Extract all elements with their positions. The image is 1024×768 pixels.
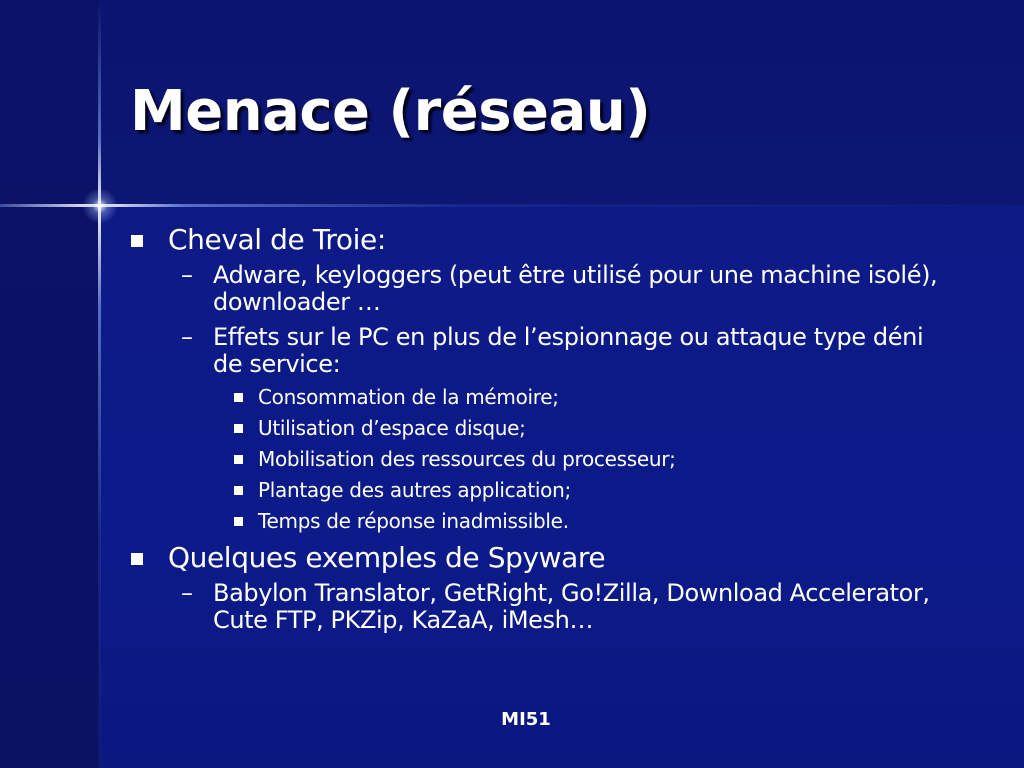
bullet-cheval-de-troie [128, 222, 948, 258]
sub-bullet-effets [128, 324, 948, 378]
list-item [128, 384, 948, 410]
bullet-label: Quelques exemples de Spyware [168, 541, 606, 574]
list-item-text: Temps de réponse inadmissible. [258, 509, 569, 533]
square-bullet-icon [234, 393, 243, 402]
square-bullet-icon [234, 455, 243, 464]
list-item-text: Mobilisation des ressources du processeur; [258, 447, 676, 471]
background-left-panel [0, 0, 100, 768]
sub-bullet-adware [128, 262, 948, 316]
dash-bullet-icon: – [181, 261, 193, 289]
slide-footer: MI51 [501, 709, 551, 730]
list-item [128, 477, 948, 503]
sub-bullet-text: Effets sur le PC en plus de l’espionnage ou attaque type déni de service: [213, 323, 924, 378]
decorative-horizontal-light-line [0, 204, 1024, 207]
slide-title: Menace (réseau) [130, 79, 651, 144]
square-bullet-icon [131, 235, 143, 247]
dash-bullet-icon: – [181, 579, 193, 607]
list-item-text: Utilisation d’espace disque; [258, 416, 526, 440]
decorative-vertical-light-line [98, 0, 101, 768]
list-item-text: Consommation de la mémoire; [258, 385, 559, 409]
list-item-text: Plantage des autres application; [258, 478, 571, 502]
decorative-sparkle-icon [82, 188, 118, 224]
bullet-spyware-examples [128, 540, 948, 576]
list-item [128, 446, 948, 472]
sub-bullet-text: Adware, keyloggers (peut être utilisé pour une machine isolé), downloader … [213, 261, 938, 316]
slide-content [128, 222, 948, 642]
sub-bullet-spyware-list [128, 580, 948, 634]
square-bullet-icon [234, 517, 243, 526]
sub-bullet-text: Babylon Translator, GetRight, Go!Zilla, Download Accelerator, Cute FTP, PKZip, KaZaA, iMesh… [213, 579, 930, 634]
dash-bullet-icon: – [181, 323, 193, 351]
bullet-label: Cheval de Troie: [168, 223, 386, 256]
square-bullet-icon [234, 486, 243, 495]
list-item [128, 415, 948, 441]
list-item [128, 508, 948, 534]
square-bullet-icon [234, 424, 243, 433]
square-bullet-icon [131, 553, 143, 565]
